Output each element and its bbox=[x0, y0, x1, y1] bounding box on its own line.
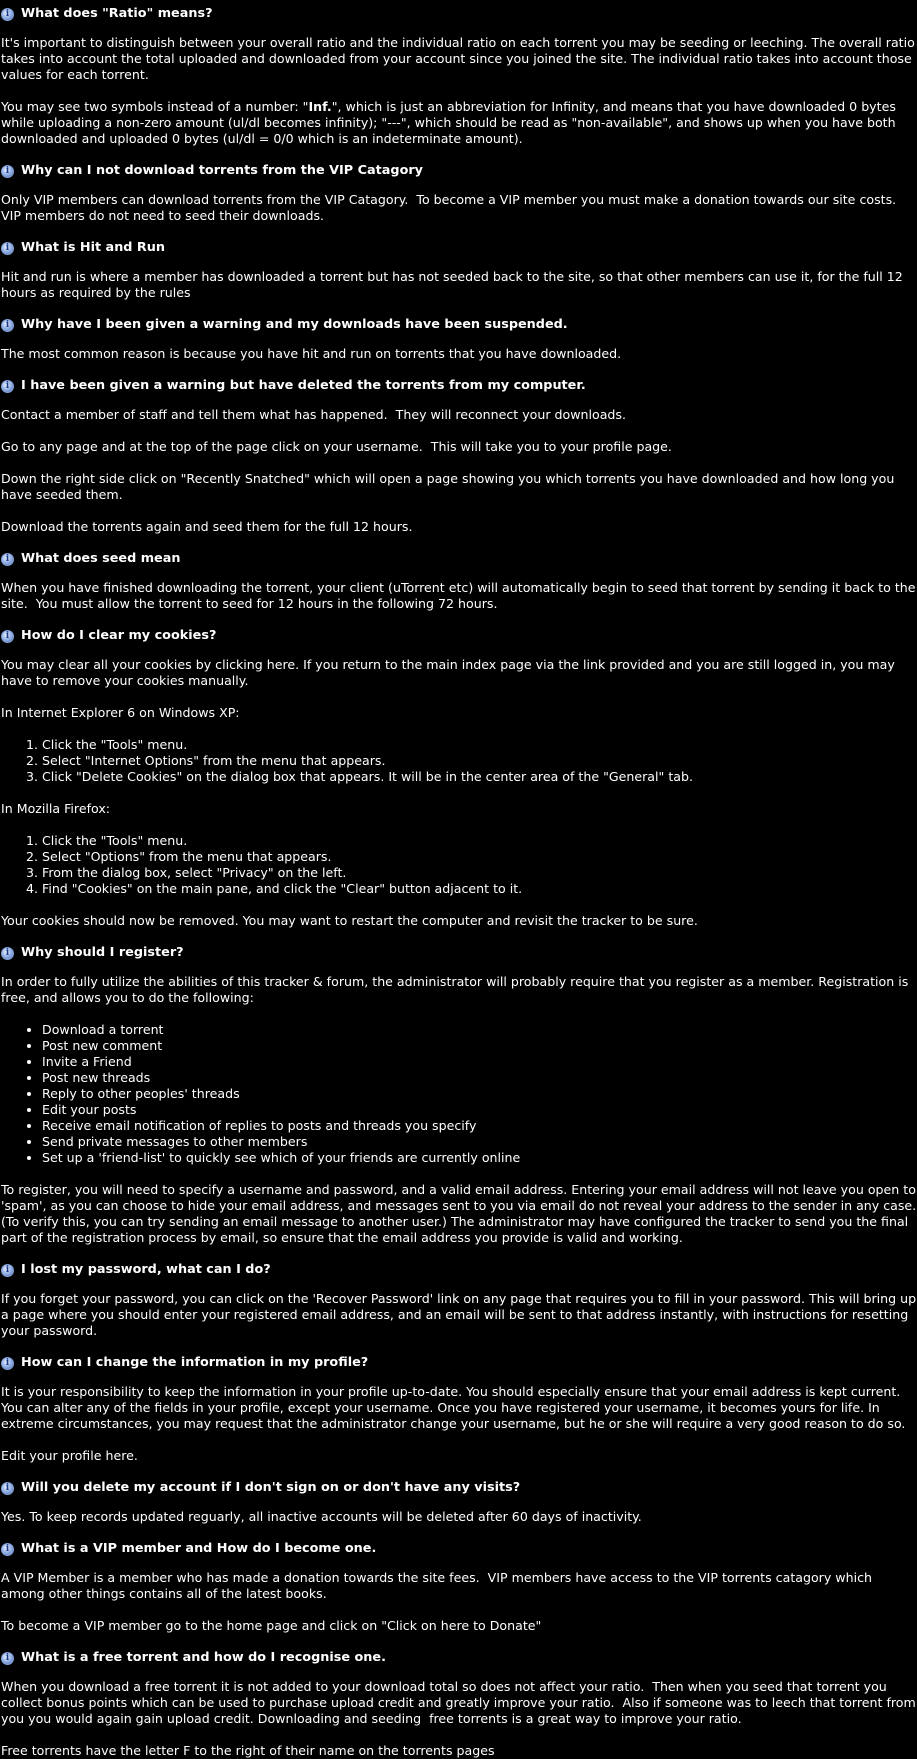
list-item: 2. Select "Internet Options" from the menu that appears. bbox=[42, 753, 917, 769]
faq-question bbox=[1, 945, 917, 961]
faq-question bbox=[1, 1262, 917, 1278]
info-icon: i bbox=[1, 319, 14, 332]
faq-question bbox=[1, 1480, 917, 1496]
faq-question bbox=[1, 317, 917, 333]
info-icon: i bbox=[1, 553, 14, 566]
list-item: • Post new comment bbox=[42, 1038, 917, 1054]
list-item: 4. Find "Cookies" on the main pane, and click the "Clear" button adjacent to it. bbox=[42, 881, 917, 897]
faq-bullet-list bbox=[1, 1022, 917, 1166]
list-item: • Send private messages to other members bbox=[42, 1134, 917, 1150]
faq-answer-paragraph: Down the right side click on "Recently Snatched" which will open a page showing you which torrents you have downloaded and how long you have seeded them. bbox=[1, 471, 895, 502]
faq-question-text: I lost my password, what can I do? bbox=[21, 1262, 271, 1277]
faq-question-text: What is a VIP member and How do I become one. bbox=[21, 1541, 377, 1556]
list-item: 3. Click "Delete Cookies" on the dialog box that appears. It will be in the center area of the "General" tab. bbox=[42, 769, 917, 785]
faq-answer-paragraph: Go to any page and at the top of the page click on your username. This will take you to your profile page. bbox=[1, 439, 672, 454]
faq-answer-paragraph: Yes. To keep records updated reguarly, all inactive accounts will be deleted after 60 days of inactivity. bbox=[1, 1509, 642, 1524]
faq-answer-paragraph: In order to fully utilize the abilities of this tracker & forum, the administrator will probably require that you register as a member. Registration is free, and allows you to do the following: bbox=[1, 974, 909, 1005]
faq-answer-paragraph: In Mozilla Firefox: bbox=[1, 801, 111, 816]
faq-question bbox=[1, 163, 917, 179]
faq-answer-paragraph: If you forget your password, you can click on the 'Recover Password' link on any page that requires you to fill in your password. This will bring up a page where you should enter your registered email address, and an email will be sent to that address instantly, with instructions for resetting your password. bbox=[1, 1291, 917, 1338]
list-item: • Post new threads bbox=[42, 1070, 917, 1086]
faq-question-text: Will you delete my account if I don't sign on or don't have any visits? bbox=[21, 1480, 521, 1495]
info-icon: i bbox=[1, 630, 14, 643]
info-icon: i bbox=[1, 1652, 14, 1665]
list-item: 3. From the dialog box, select "Privacy" on the left. bbox=[42, 865, 917, 881]
faq-answer-paragraph: When you download a free torrent it is not added to your download total so does not affect your ratio. Then when you seed that torrent you collect bonus points which can be used to purchase upload credit and greatly improve your ratio. Also if someone was to leech that torrent from you you would again gain upload credit. Downloading and seeding free torrents is a great way to improve your ratio. bbox=[1, 1679, 916, 1726]
faq-answer-paragraph: A VIP Member is a member who has made a donation towards the site fees. VIP members have access to the VIP torrents catagory which among other things contains all of the latest books. bbox=[1, 1570, 872, 1601]
faq-question bbox=[1, 628, 917, 644]
info-icon: i bbox=[1, 242, 14, 255]
faq-answer-paragraph: When you have finished downloading the torrent, your client (uTorrent etc) will automatically begin to seed that torrent by sending it back to the site. You must allow the torrent to seed for 12 hours in the following 72 hours. bbox=[1, 580, 916, 611]
faq-answer-paragraph: It is your responsibility to keep the information in your profile up-to-date. You should especially ensure that your email address is kept current. You can alter any of the fields in your profile, except your username. Once you have registered your username, it becomes yours for life. In extreme circumstances, you may request that the administrator change your username, but he or she will require a very good reason to do so. bbox=[1, 1384, 906, 1431]
faq-answer-paragraph: Only VIP members can download torrents from the VIP Catagory. To become a VIP member you must make a donation towards our site costs. VIP members do not need to seed their downloads. bbox=[1, 192, 897, 223]
faq-question-text: Why have I been given a warning and my downloads have been suspended. bbox=[21, 317, 568, 332]
faq-ordered-list bbox=[1, 833, 917, 897]
info-icon: i bbox=[1, 1264, 14, 1277]
faq-answer-paragraph: You may see two symbols instead of a number: "Inf.", which is just an abbreviation for Infinity, and means that you have downloaded 0 bytes while uploading a non-zero amount (ul/dl becomes infinity); "---", which should be read as "non-available", and shows up when you have both downloaded and uploaded 0 bytes (ul/dl = 0/0 which is an indeterminate amount). bbox=[1, 99, 896, 146]
faq-question-text: I have been given a warning but have deleted the torrents from my computer. bbox=[21, 378, 586, 393]
faq-question bbox=[1, 378, 917, 394]
faq-question-text: What does seed mean bbox=[21, 551, 181, 566]
faq-question bbox=[1, 1355, 917, 1371]
faq-answer-paragraph: You may clear all your cookies by clicking here. If you return to the main index page via the link provided and you are still logged in, you may have to remove your cookies manually. bbox=[1, 657, 895, 688]
faq-question-text: How do I clear my cookies? bbox=[21, 628, 217, 643]
list-item: • Receive email notification of replies to posts and threads you specify bbox=[42, 1118, 917, 1134]
faq-question-text: What is Hit and Run bbox=[21, 240, 165, 255]
faq-answer-paragraph: In Internet Explorer 6 on Windows XP: bbox=[1, 705, 240, 720]
list-item: 1. Click the "Tools" menu. bbox=[42, 737, 917, 753]
info-icon: i bbox=[1, 165, 14, 178]
list-item: 2. Select "Options" from the menu that appears. bbox=[42, 849, 917, 865]
faq-question-text: What is a free torrent and how do I recognise one. bbox=[21, 1650, 386, 1665]
info-icon: i bbox=[1, 1543, 14, 1556]
list-item: • Set up a 'friend-list' to quickly see which of your friends are currently online bbox=[42, 1150, 917, 1166]
faq-question-text: Why should I register? bbox=[21, 945, 184, 960]
faq-answer-paragraph: It's important to distinguish between your overall ratio and the individual ratio on each torrent you may be seeding or leeching. The overall ratio takes into account the total uploaded and downloaded from your account since you joined the site. The individual ratio takes into account those values for each torrent. bbox=[1, 35, 915, 82]
faq-answer-paragraph: To become a VIP member go to the home page and click on "Click on here to Donate" bbox=[1, 1618, 542, 1633]
faq-answer-paragraph: Contact a member of staff and tell them what has happened. They will reconnect your downloads. bbox=[1, 407, 626, 422]
list-item: 1. Click the "Tools" menu. bbox=[42, 833, 917, 849]
info-icon: i bbox=[1, 1357, 14, 1370]
faq-question bbox=[1, 551, 917, 567]
info-icon: i bbox=[1, 947, 14, 960]
list-item: • Reply to other peoples' threads bbox=[42, 1086, 917, 1102]
list-item: • Invite a Friend bbox=[42, 1054, 917, 1070]
list-item: • Download a torrent bbox=[42, 1022, 917, 1038]
faq-question bbox=[1, 6, 917, 22]
faq-answer-paragraph: The most common reason is because you have hit and run on torrents that you have downloaded. bbox=[1, 346, 622, 361]
list-item: • Edit your posts bbox=[42, 1102, 917, 1118]
faq-answer-paragraph: Download the torrents again and seed them for the full 12 hours. bbox=[1, 519, 413, 534]
faq-answer-paragraph: Free torrents have the letter F to the right of their name on the torrents pages bbox=[1, 1743, 495, 1758]
info-icon: i bbox=[1, 1482, 14, 1495]
faq-question bbox=[1, 1541, 917, 1557]
info-icon: i bbox=[1, 380, 14, 393]
faq-question-text: What does "Ratio" means? bbox=[21, 6, 213, 21]
faq-ordered-list bbox=[1, 737, 917, 785]
faq-question bbox=[1, 240, 917, 256]
faq-answer-paragraph: Edit your profile here. bbox=[1, 1448, 138, 1463]
faq-answer-paragraph: Hit and run is where a member has downloaded a torrent but has not seeded back to the site, so that other members can use it, for the full 12 hours as required by the rules bbox=[1, 269, 903, 300]
faq-question bbox=[1, 1650, 917, 1666]
faq-answer-paragraph: To register, you will need to specify a username and password, and a valid email address. Entering your email address will not leave you open to 'spam', as you can choose to hide your email address, and messages sent to you via email do not reveal your address to the sender in any case. (To verify this, you can try sending an email message to another user.) The administrator may have configured the tracker to send you the final part of the registration process by email, so ensure that the email address you provide is valid and working. bbox=[1, 1182, 917, 1245]
faq-question-text: How can I change the information in my profile? bbox=[21, 1355, 369, 1370]
faq-question-text: Why can I not download torrents from the VIP Catagory bbox=[21, 163, 424, 178]
info-icon: i bbox=[1, 8, 14, 21]
faq-answer-paragraph: Your cookies should now be removed. You may want to restart the computer and revisit the tracker to be sure. bbox=[1, 913, 698, 928]
